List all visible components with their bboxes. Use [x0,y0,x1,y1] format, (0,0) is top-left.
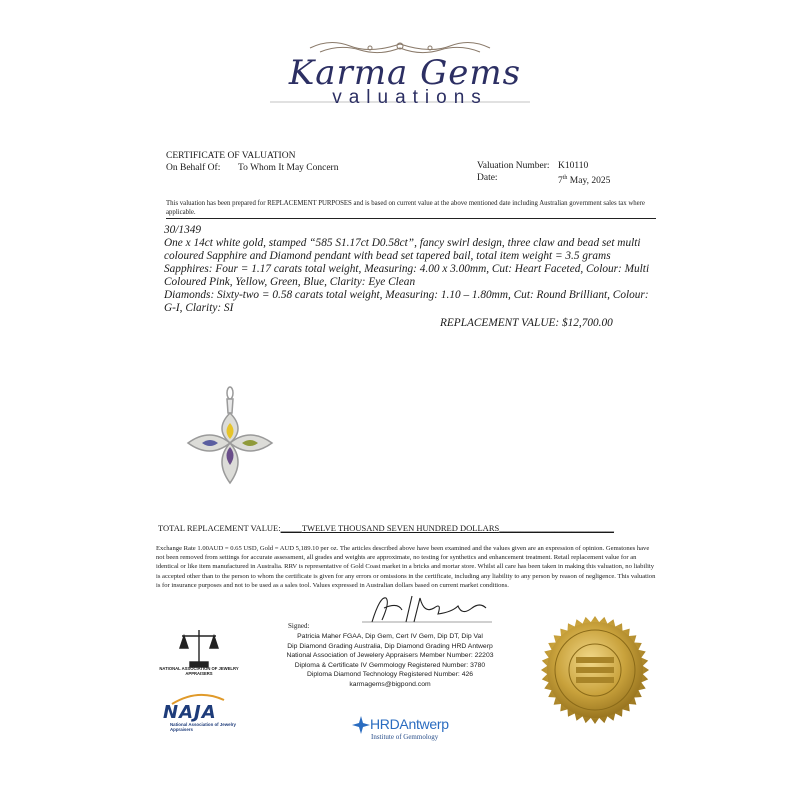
behalf-value: To Whom It May Concern [238,163,339,173]
replacement-value: REPLACEMENT VALUE: $12,700.00 [440,317,613,329]
item-description: One x 14ct white gold, stamped “585 S1.17ct D0.58ct”, fancy swirl design, three claw and bead set multi coloured Sapphire and Diamond pendant with bead set tapered bail, total item weight = 3.5 grams [164,237,641,263]
credential-line: Dip Diamond Grading Australia, Dip Diamond Grading HRD Antwerp [287,642,493,650]
certificate-title: CERTIFICATE OF VALUATION [166,151,296,161]
naja-logo-text: NAJA [163,702,217,723]
total-pre-blank: _____ [280,523,302,533]
signed-label: Signed: [288,622,310,630]
date-day: 7 [558,176,563,187]
purpose-statement: This valuation has been prepared for REPLACEMENT PURPOSES and is based on current value at the above mentioned date including Australian government sales tax where applicable. [166,200,645,216]
credential-line: Diploma & Certificate IV Gemmology Registered Number: 3780 [294,661,486,669]
pendant-photo [180,385,280,495]
disclaimer-text: Exchange Rate 1.00AUD = 0.65 USD, Gold = AUD 5,189.10 per oz. The articles described above have been examined and the values given are an expression of opinion. Gemstones have not been removed from settings for accurate assessment, all grades and weights are approximate, no testing for synthetics and enhancement treatment. Retail replacement value for an identical or like item manufactured in Australia. RRV is representative of Gold Coast market in a bricks and mortar store. Whilst all care has been taken in making this valuation, no liability is accepted other than to the person to whom the certificate is given for any errors or omissions in the certificate, including any liability to any person by reason of negligence. This valuation is for insurance purposes and not to be used as a sales tool. Values expressed in Australian dollars based on current market conditions. [156,545,656,589]
hrd-subtitle: Institute of Gemmology [371,733,439,741]
total-value-words: TWELVE THOUSAND SEVEN HUNDRED DOLLARS [301,523,500,533]
date-value [558,172,610,187]
date-suffix: th [562,175,568,181]
gold-seal-icon [540,615,650,725]
divider [166,218,656,219]
appraiser-credentials [270,632,510,690]
behalf-label: On Behalf Of: [166,163,221,173]
total-replacement-line [158,523,614,533]
hrd-star-icon [352,716,370,734]
credential-line: Diploma Diamond Technology Registered Number: 426 [306,671,474,679]
valuation-number-label: Valuation Number: [477,161,550,171]
contact-email: karmagems@bigpond.com [349,680,431,688]
credential-line: Patricia Maher FGAA, Dip Gem, Cert IV Gem, Dip DT, Dip Val [297,633,483,640]
credential-line: National Association of Jewelery Appraisers Member Number: 22203 [286,652,494,660]
sapphires-detail: Sapphires: Four = 1.17 carats total weight, Measuring: 4.00 x 3.00mm, Cut: Heart Faceted, Colour: Multi Coloured Pink, Yellow, Green, Blue, Clarity: Eye Clean [164,263,650,289]
brand-script: Karma Gems [288,53,522,93]
date-label: Date: [477,173,498,183]
valuation-number: K10110 [558,161,589,171]
diamonds-detail: Diamonds: Sixty-two = 0.58 carats total weight, Measuring: 1.10 – 1.80mm, Cut: Round Brilliant, Colour: G-I, Clarity: SI [164,289,649,315]
hrd-brand: HRDAntwerp [370,716,449,732]
item-code: 30/1349 [164,224,202,236]
date-rest: May, 2025 [567,176,611,187]
naja-subtitle: National Association of Jewelry Appraisers [170,722,236,732]
total-post-blank: ___________________________ [499,523,614,533]
scales-of-justice-icon [176,626,222,670]
total-label: TOTAL REPLACEMENT VALUE: [158,523,281,533]
naja-association-text: NATIONAL ASSOCIATION OF JEWELRY APPRAISERS [159,666,239,676]
brand-subtitle: valuations [332,87,488,108]
handwritten-signature [362,592,492,626]
